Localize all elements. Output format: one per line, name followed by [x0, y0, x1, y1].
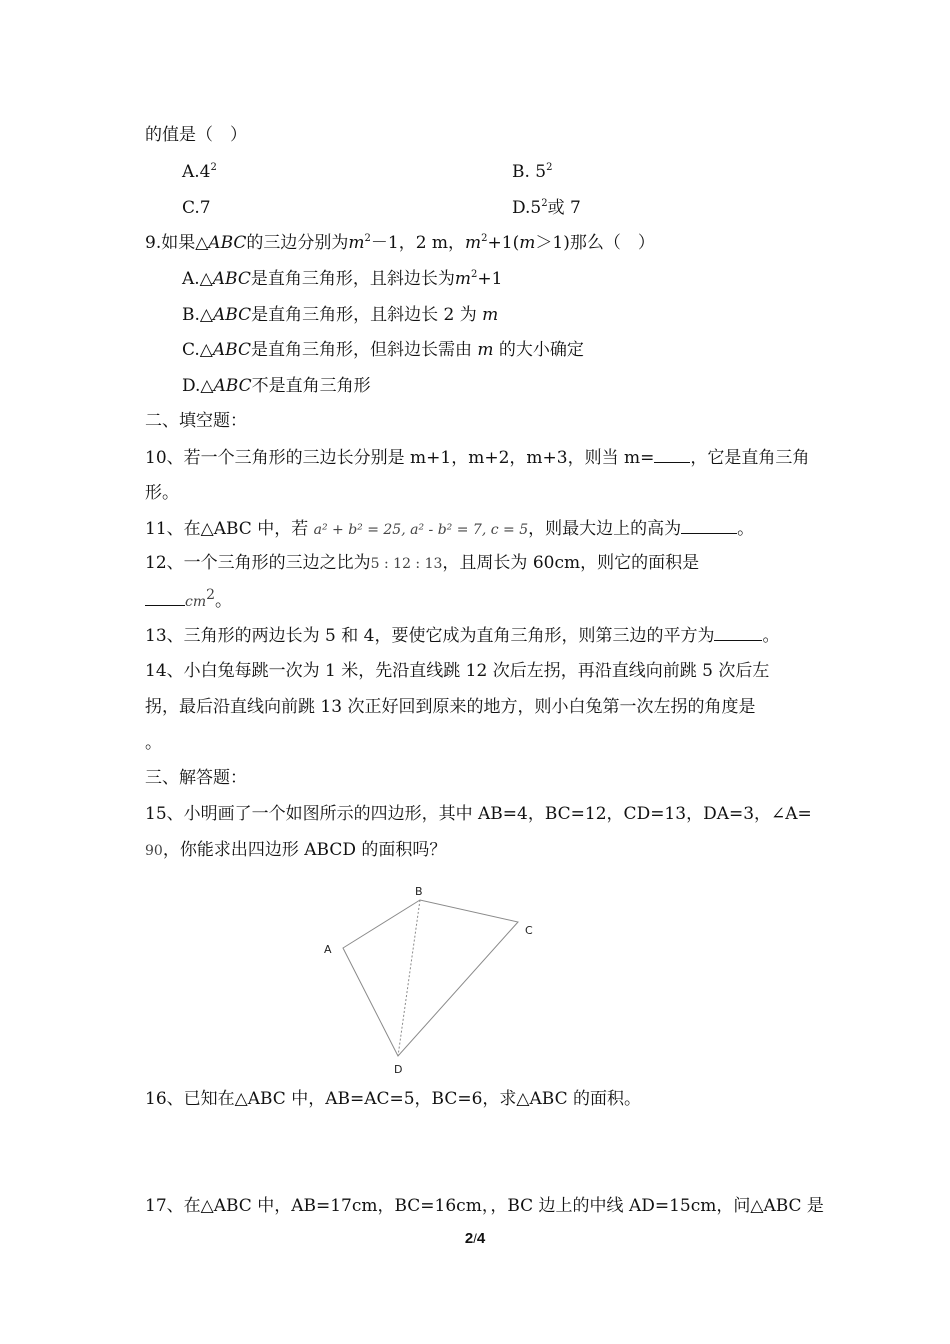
q12-line1: 12、一个三角形的三边之比为5 : 12 : 13，且周长为 60cm，则它的面积是 [145, 553, 700, 573]
q12-ratio: 5 : 12 : 13 [370, 556, 443, 572]
vertex-label-a: A [324, 943, 332, 956]
q8-option-d: $D.5^2$或 7 [512, 198, 581, 218]
page-number: 2/4 [464, 1230, 486, 1247]
section-answer-heading: 三、解答题： [145, 768, 247, 788]
q10-answer-blank[interactable] [654, 446, 690, 463]
q15-angle-value: 90 [145, 843, 163, 859]
q9-option-b: B.△ABC是直角三角形，且斜边长 2 为 m [182, 305, 499, 325]
q13-answer-blank[interactable] [714, 624, 762, 641]
q10-line1: 10、若一个三角形的三边长分别是 m+1，m+2，m+3，则当 m= ，它是直角三角 [145, 448, 810, 468]
q17: 17、在△ABC 中，AB=17cm，BC=16cm，，BC 边上的中线 AD=15cm，问△ABC 是 [145, 1196, 824, 1216]
vertex-label-b: B [415, 885, 423, 898]
section-fill-in-heading: 二、填空题： [145, 411, 247, 431]
q10-line2: 形。 [145, 483, 179, 503]
q8-option-c: C.7 [182, 198, 211, 218]
vertex-label-d: D [394, 1063, 403, 1076]
q15-line1: 15、小明画了一个如图所示的四边形，其中 AB=4，BC=12，CD=13，DA=3，∠A= [145, 804, 812, 824]
q9-option-c: C.△ABC是直角三角形，但斜边长需由 m 的大小确定 [182, 340, 584, 360]
q13: 13、三角形的两边长为 5 和 4，要使它成为直角三角形，则第三边的平方为 。 [145, 626, 780, 646]
q8-stem: 的值是（ ） [145, 125, 247, 145]
quadrilateral-outline [343, 900, 518, 1056]
q12-line2: $cm^2$。 [145, 589, 232, 613]
q14-line1: 14、小白兔每跳一次为 1 米，先沿直线跳 12 次后左拐，再沿直线向前跳 5 次后左 [145, 661, 770, 681]
q8-option-b: B. $5^2$ [512, 162, 553, 182]
q8-option-a: $A.4^2$ [182, 162, 217, 182]
q9-option-d: D.△ABC不是直角三角形 [182, 376, 371, 396]
q14-line2: 拐，最后沿直线向前跳 13 次正好回到原来的地方，则小白兔第一次左拐的角度是 [145, 697, 756, 717]
q15-line2: 90，你能求出四边形 ABCD 的面积吗？ [145, 840, 447, 860]
q14-line3: 。 [145, 733, 162, 753]
q11-formula: a² + b² = 25, a² - b² = 7, c = 5 [313, 522, 529, 538]
q11-answer-blank[interactable] [681, 517, 737, 534]
q11: 11、在△ABC 中，若 a² + b² = 25, a² - b² = 7, c = 5，则最大边上的高为 。 [145, 519, 755, 539]
quadrilateral-figure [300, 878, 560, 1078]
q9-stem: 9.如果△ABC的三边分别为$m^2-1$，2 m，$m^2+1(m>1)$那么（ ） [145, 233, 655, 253]
q9-option-a: A.△ABC是直角三角形，且斜边长为$m^2+1$ [182, 269, 503, 289]
diagonal-bd [398, 900, 420, 1056]
q16: 16、已知在△ABC 中，AB=AC=5，BC=6，求△ABC 的面积。 [145, 1089, 642, 1109]
q12-answer-blank[interactable] [145, 589, 185, 606]
vertex-label-c: C [525, 924, 533, 937]
